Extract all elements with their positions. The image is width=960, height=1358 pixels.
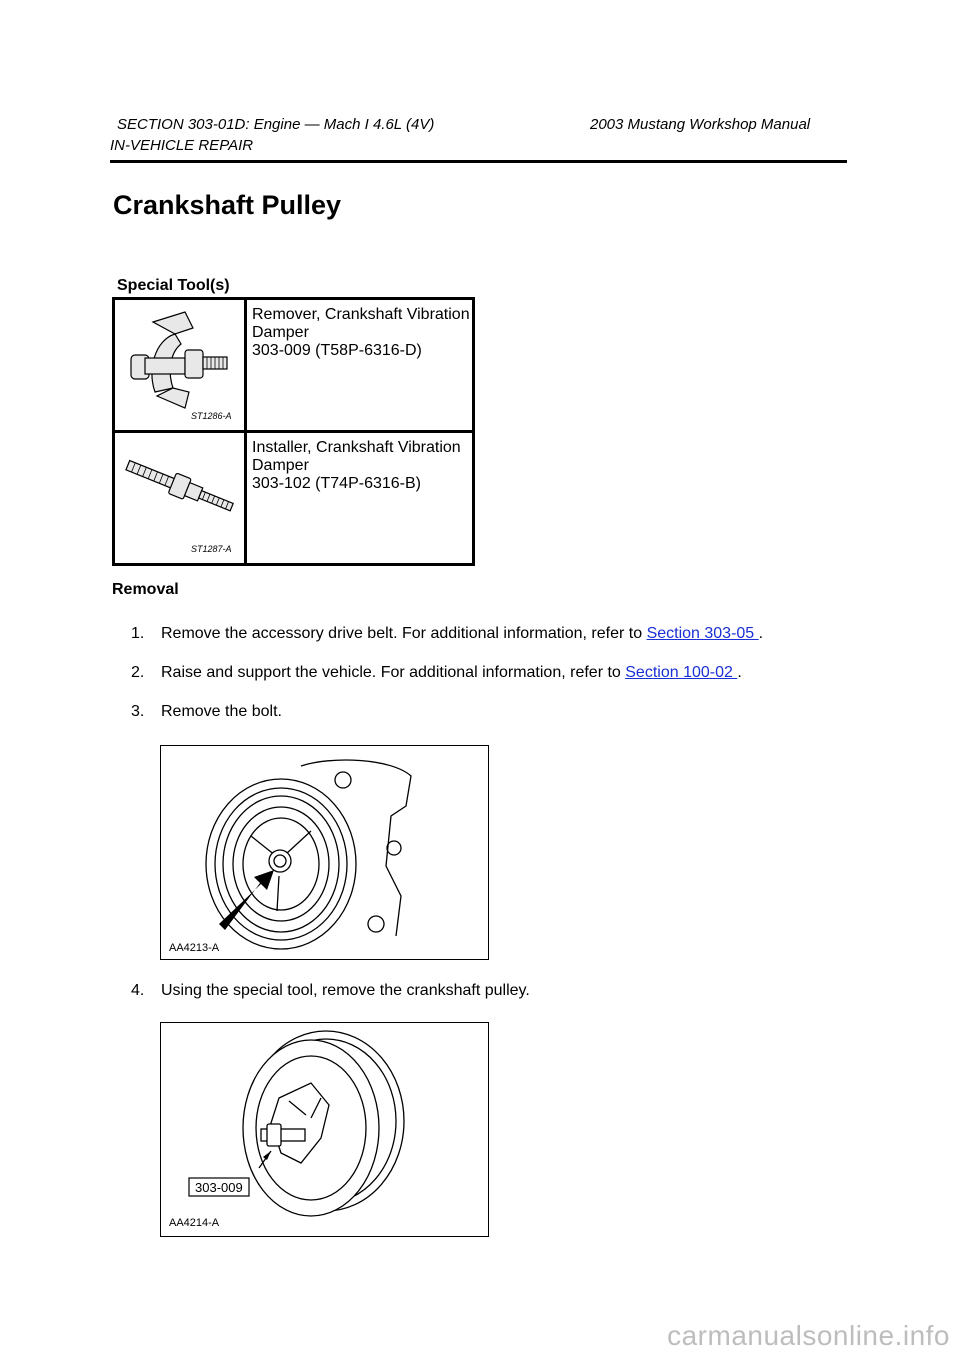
manual-title: 2003 Mustang Workshop Manual <box>590 116 811 133</box>
installer-tool-illustration <box>115 433 244 558</box>
step-text: Using the special tool, remove the crankshaft pulley. <box>161 982 530 999</box>
figure-remove-bolt <box>160 745 489 960</box>
remover-tool-illustration <box>115 300 244 425</box>
watermark: carmanualsonline.info <box>667 1320 950 1351</box>
step-number: 4. <box>131 982 145 999</box>
section-header: SECTION 303-01D: Engine — Mach I 4.6L (4V) <box>117 116 435 133</box>
tool-image-cell <box>114 432 246 565</box>
step-item <box>131 664 742 682</box>
tool-image-label: ST1287-A <box>191 544 232 554</box>
tool-image-label: ST1286-A <box>191 411 232 421</box>
tool-name: Installer, Crankshaft Vibration <box>252 439 461 456</box>
figure-remove-pulley <box>160 1022 489 1237</box>
step-punct: . <box>737 664 742 681</box>
step-punct: . <box>758 625 764 642</box>
figure-label: AA4214-A <box>169 1217 220 1229</box>
tool-row <box>114 432 474 565</box>
page-title: Crankshaft Pulley <box>113 190 342 220</box>
step-number: 2. <box>131 664 145 681</box>
tool-row <box>114 299 474 432</box>
step-number: 1. <box>131 625 145 642</box>
tool-name-cont: Damper <box>252 324 309 341</box>
special-tools-heading: Special Tool(s) <box>117 277 230 294</box>
step-text: Remove the accessory drive belt. For additional information, refer to <box>161 625 647 642</box>
special-tools-table <box>112 297 475 566</box>
section-303-05-link[interactable]: Section 303-05 <box>646 625 759 642</box>
step-text: Remove the bolt. <box>161 703 282 720</box>
subsection-header: IN-VEHICLE REPAIR <box>110 137 254 154</box>
tool-image-cell <box>114 299 246 432</box>
tool-name: Remover, Crankshaft Vibration <box>252 306 470 323</box>
tool-number: 303-009 (T58P-6316-D) <box>252 342 422 359</box>
step-text: Raise and support the vehicle. For additional information, refer to <box>161 664 626 681</box>
tool-callout: 303-009 <box>195 1180 243 1195</box>
figure-label: AA4213-A <box>169 942 220 954</box>
tool-name-cont: Damper <box>252 457 309 474</box>
step-item <box>131 625 763 643</box>
step-number: 3. <box>131 703 145 720</box>
crankshaft-pulley-bolt-illustration <box>161 746 488 959</box>
step-item <box>131 982 530 1000</box>
pulley-removal-tool-illustration <box>161 1023 488 1236</box>
header-rule <box>110 160 847 163</box>
section-100-02-link[interactable]: Section 100-02 <box>625 664 738 681</box>
tool-number: 303-102 (T74P-6316-B) <box>252 475 421 492</box>
tool-description <box>246 432 474 565</box>
step-item <box>131 703 282 721</box>
tool-description <box>246 299 474 432</box>
removal-heading: Removal <box>112 581 179 598</box>
